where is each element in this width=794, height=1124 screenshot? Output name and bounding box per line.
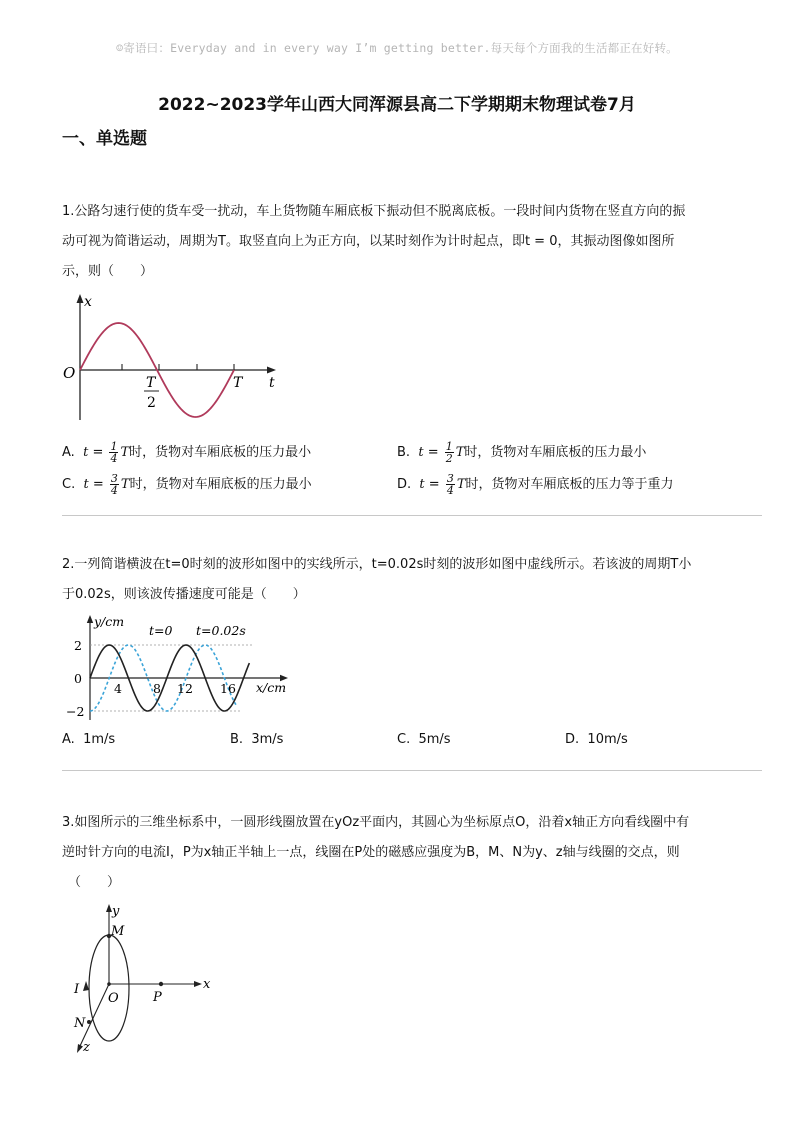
option-text: 时，货物对车厢底板的压力最小 [129, 445, 312, 460]
option-fraction [445, 441, 454, 464]
wave-y-tick-0: 0 [74, 671, 82, 686]
graph-x-label: x [84, 294, 92, 310]
question-1-line-3: 示，则（ ） [62, 264, 154, 279]
question-1-graph [58, 290, 290, 420]
option-text: 10m/s [587, 732, 628, 747]
option-letter: A. [62, 732, 75, 747]
graph-origin-label: O [63, 364, 76, 382]
coil-n-label: N [74, 1016, 86, 1031]
option-letter: C. [397, 732, 411, 747]
question-2-stem [62, 550, 738, 610]
wave-y-label: y/cm [94, 614, 125, 629]
option-letter: D. [397, 477, 412, 492]
coil-x-label: x [203, 977, 211, 992]
wave-x-label: x/cm [256, 680, 287, 695]
option-letter: C. [62, 477, 76, 492]
section-heading: 一、单选题 [62, 129, 147, 149]
option-fraction [446, 473, 455, 496]
option-letter: D. [565, 732, 580, 747]
question-2-wave-graph [62, 612, 300, 724]
option-period: T [120, 477, 130, 492]
fraction-numerator: 3 [446, 472, 454, 485]
coil-current-label: I [74, 982, 80, 997]
question-1-line-1: 1.公路匀速行使的货车受一扰动，车上货物随车厢底板下振动但不脱离底板。一段时间内货物在竖直方向的振 [62, 204, 686, 219]
wave-solid-label: t=0 [149, 623, 173, 638]
coil-z-label: z [83, 1040, 90, 1055]
question-1-option-c[interactable] [62, 473, 312, 496]
option-fraction [109, 441, 118, 464]
question-2-line-2: 于0.02s，则该波传播速度可能是（ ） [62, 587, 306, 602]
graph-period-label: T [233, 375, 243, 391]
coil-point-n [87, 1020, 91, 1024]
option-letter: B. [397, 445, 411, 460]
coil-current-arrow [83, 981, 89, 991]
coil-p-label: P [153, 990, 162, 1005]
graph-t-label: t [269, 375, 275, 391]
question-2-option-a[interactable] [62, 730, 115, 750]
option-variable: t [419, 477, 425, 492]
fraction-denominator: 2 [445, 452, 453, 465]
graph-half-period-denominator: 2 [147, 395, 156, 411]
wave-y-axis-arrow [87, 615, 93, 623]
question-3-line-1: 3.如图所示的三维坐标系中，一圆形线圈放置在yOz平面内，其圆心为坐标原点O，沿着x轴正方向看线圈中有 [62, 815, 690, 830]
graph-x-axis-arrow [77, 294, 84, 303]
option-variable: t [83, 477, 89, 492]
coil-point-p [159, 982, 163, 986]
option-text: 时，货物对车厢底板的压力等于重力 [465, 477, 674, 492]
option-variable: t [418, 445, 424, 460]
graph-half-period-numerator: T [146, 375, 156, 391]
question-divider [62, 770, 762, 771]
wave-y-tick-2: 2 [74, 638, 82, 653]
coil-z-axis [80, 984, 109, 1046]
question-1-option-b[interactable] [397, 441, 646, 464]
question-1-option-a[interactable] [62, 441, 311, 464]
question-1-line-2: 动可视为简谐运动，周期为T。取竖直向上为正方向，以某时刻作为计时起点，即t = 0，其振动图像如图所 [62, 234, 675, 249]
option-period: T [120, 445, 130, 460]
header-motto: ☺寄语曰：Everyday and in every way I’m getting better.每天每个方面我的生活都正在好转。 [116, 41, 678, 55]
fraction-numerator: 1 [110, 440, 118, 453]
question-2-option-d[interactable] [565, 730, 628, 750]
question-1-option-d[interactable] [397, 473, 674, 496]
option-equals: = [427, 445, 439, 460]
question-2-option-c[interactable] [397, 730, 451, 750]
wave-dashed-label: t=0.02s [196, 623, 246, 638]
option-period: T [456, 477, 466, 492]
question-2-line-1: 2.一列简谐横波在t=0时刻的波形如图中的实线所示，t=0.02s时刻的波形如图中虚线所示。若该波的周期T小 [62, 557, 692, 572]
wave-x-tick-4: 4 [114, 681, 122, 696]
option-variable: t [83, 445, 89, 460]
wave-y-tick-minus-2: −2 [66, 704, 85, 719]
wave-x-tick-12: 12 [177, 681, 193, 696]
question-2-option-b[interactable] [230, 730, 283, 750]
fraction-denominator: 4 [110, 452, 118, 465]
option-text: 时，货物对车厢底板的压力最小 [464, 445, 647, 460]
wave-x-tick-8: 8 [153, 681, 161, 696]
option-letter: B. [230, 732, 244, 747]
option-text: 1m/s [83, 732, 116, 747]
fraction-numerator: 1 [445, 440, 453, 453]
option-equals: = [428, 477, 440, 492]
document-title: 2022~2023学年山西大同浑源县高二下学期期末物理试卷7月 [158, 95, 636, 115]
question-3-coil-diagram [62, 898, 222, 1060]
fraction-denominator: 4 [110, 484, 118, 497]
wave-x-tick-16: 16 [220, 681, 236, 696]
option-text: 时，货物对车厢底板的压力最小 [129, 477, 312, 492]
question-3-stem [62, 808, 738, 898]
question-divider [62, 515, 762, 516]
option-equals: = [92, 477, 104, 492]
coil-o-label: O [108, 991, 119, 1006]
option-period: T [455, 445, 465, 460]
coil-x-axis-arrow [194, 981, 202, 987]
question-3-line-2: 逆时针方向的电流I，P为x轴正半轴上一点，线圈在P处的磁感应强度为B，M、N为y、z轴与线圈的交点，则 [62, 845, 680, 860]
option-letter: A. [62, 445, 75, 460]
fraction-numerator: 3 [110, 472, 118, 485]
option-fraction [110, 473, 119, 496]
question-1-stem [62, 197, 738, 287]
fraction-denominator: 4 [446, 484, 454, 497]
option-text: 3m/s [251, 732, 284, 747]
coil-origin-point [107, 982, 111, 986]
coil-y-label: y [112, 904, 120, 919]
question-3-line-3: （ ） [68, 875, 121, 890]
coil-m-label: M [111, 924, 125, 939]
graph-t-axis-arrow [267, 367, 276, 374]
option-text: 5m/s [418, 732, 451, 747]
option-equals: = [92, 445, 104, 460]
